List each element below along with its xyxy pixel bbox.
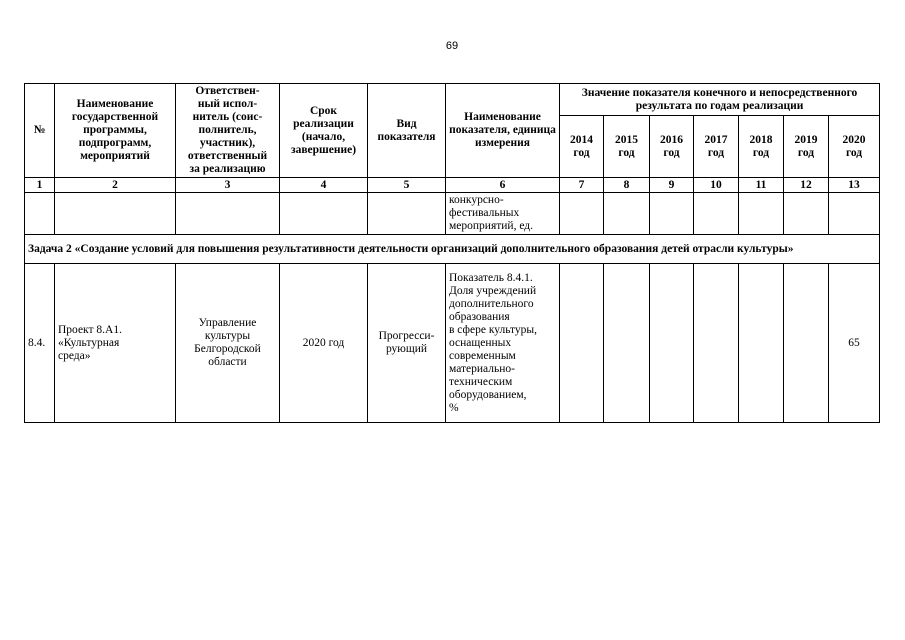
- column-number: 6: [446, 178, 560, 193]
- cell-empty: [784, 193, 829, 235]
- cell-empty: [829, 193, 880, 235]
- header-program-name: Наименование государственной программы, подпрограмм, мероприятий: [55, 84, 176, 178]
- header-values-group: Значение показателя конечного и непосредственного результата по годам реализации: [560, 84, 880, 116]
- value-2018: [739, 264, 784, 423]
- column-number: 5: [368, 178, 446, 193]
- header-year-2017: 2017 год: [694, 116, 739, 178]
- table-row: [25, 264, 880, 423]
- column-number: 11: [739, 178, 784, 193]
- column-number: 8: [604, 178, 650, 193]
- column-number: 10: [694, 178, 739, 193]
- cell-empty: [560, 193, 604, 235]
- cell-empty: [694, 193, 739, 235]
- value-2017: [694, 264, 739, 423]
- header-num: №: [25, 84, 55, 178]
- header-year-2020: 2020 год: [829, 116, 880, 178]
- value-2020: 65: [829, 264, 880, 423]
- column-number: 13: [829, 178, 880, 193]
- indicator-name: Показатель 8.4.1. Доля учреждений дополнительного образования в сфере культуры, оснащенных современным материально- техническим оборудованием, %: [446, 264, 560, 423]
- header-indicator-name: Наименование показателя, единица измерения: [446, 84, 560, 178]
- column-number: 4: [280, 178, 368, 193]
- header-term: Срок реализации (начало, завершение): [280, 84, 368, 178]
- value-2014: [560, 264, 604, 423]
- value-2015: [604, 264, 650, 423]
- responsible-executor: Управление культуры Белгородской области: [176, 264, 280, 423]
- cell-empty: [280, 193, 368, 235]
- column-number: 2: [55, 178, 176, 193]
- cell-empty: [604, 193, 650, 235]
- column-number: 12: [784, 178, 829, 193]
- header-year-2016: 2016 год: [650, 116, 694, 178]
- column-number: 1: [25, 178, 55, 193]
- header-year-2015: 2015 год: [604, 116, 650, 178]
- page-number: 69: [445, 40, 459, 52]
- cell-empty: [650, 193, 694, 235]
- row-number: 8.4.: [25, 264, 55, 423]
- header-year-2014: 2014 год: [560, 116, 604, 178]
- header-responsible: Ответствен- ный испол- нитель (соис- полнитель, участник), ответственный за реализацию: [176, 84, 280, 178]
- task-2-title: Задача 2 «Создание условий для повышения результативности деятельности организаций дополнительного образования детей отрасли культуры»: [25, 235, 880, 264]
- indicator-type: Прогресси- рующий: [368, 264, 446, 423]
- cell-empty: [55, 193, 176, 235]
- header-row: [25, 84, 880, 116]
- cell-empty: [368, 193, 446, 235]
- value-2019: [784, 264, 829, 423]
- continuation-row: [25, 193, 880, 235]
- header-year-2019: 2019 год: [784, 116, 829, 178]
- task-row: [25, 235, 880, 264]
- column-number: 9: [650, 178, 694, 193]
- column-number: 7: [560, 178, 604, 193]
- header-indicator-type: Вид показателя: [368, 84, 446, 178]
- cell-empty: [25, 193, 55, 235]
- column-numbers-row: [25, 178, 880, 193]
- cell-empty: [176, 193, 280, 235]
- project-name: Проект 8.А1. «Культурная среда»: [55, 264, 176, 423]
- cell-empty: [739, 193, 784, 235]
- value-2016: [650, 264, 694, 423]
- header-year-2018: 2018 год: [739, 116, 784, 178]
- implementation-term: 2020 год: [280, 264, 368, 423]
- continuation-indicator: конкурсно- фестивальных мероприятий, ед.: [446, 193, 560, 235]
- column-number: 3: [176, 178, 280, 193]
- indicators-table: [24, 83, 880, 423]
